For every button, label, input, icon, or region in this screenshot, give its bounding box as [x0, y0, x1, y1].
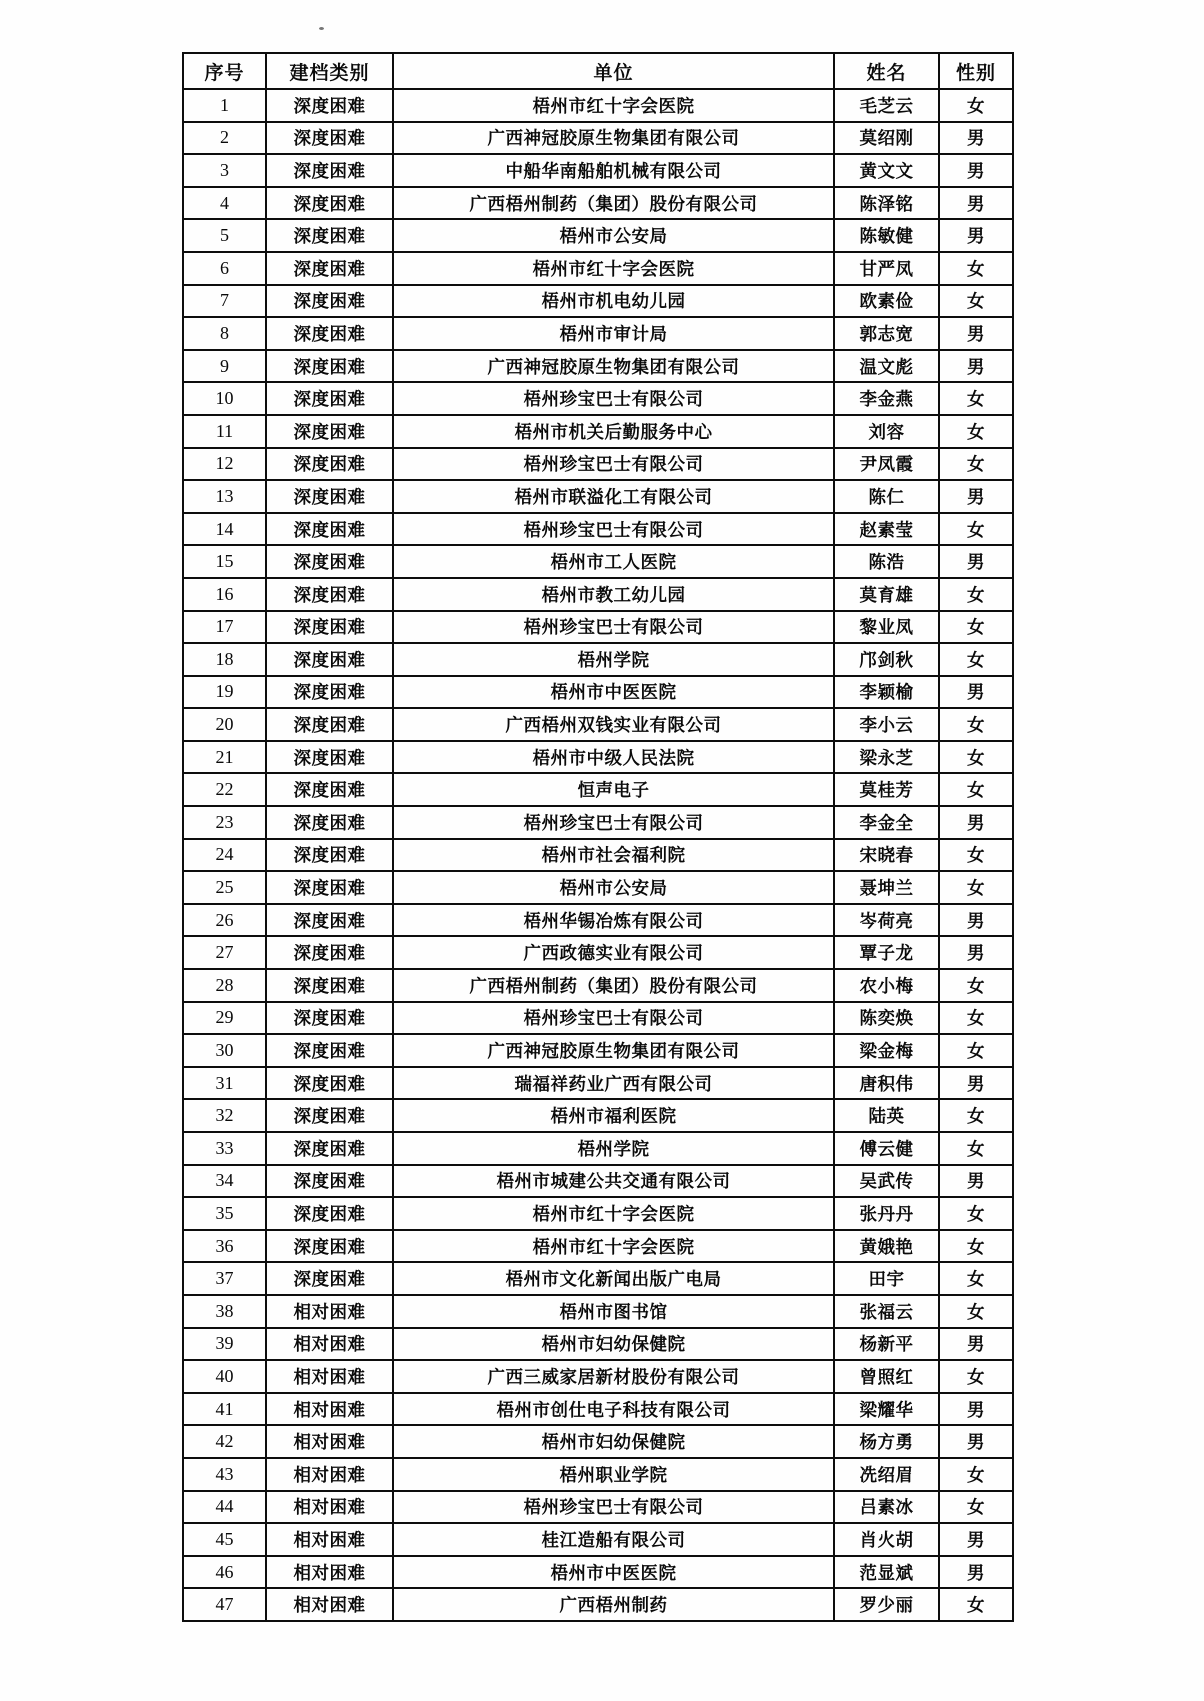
- cell-unit: 梧州珍宝巴士有限公司: [393, 382, 834, 415]
- cell-index: 25: [183, 871, 266, 904]
- table-row: [183, 187, 1013, 220]
- cell-category: 深度困难: [266, 871, 393, 904]
- cell-unit: 梧州市红十字会医院: [393, 1197, 834, 1230]
- table-row: [183, 448, 1013, 481]
- cell-index: 40: [183, 1360, 266, 1393]
- cell-name: 陈浩: [834, 545, 939, 578]
- cell-index: 29: [183, 1002, 266, 1035]
- cell-name: 张福云: [834, 1295, 939, 1328]
- cell-index: 39: [183, 1328, 266, 1361]
- cell-gender: 女: [939, 1002, 1013, 1035]
- table-row: [183, 773, 1013, 806]
- cell-gender: 男: [939, 1523, 1013, 1556]
- cell-gender: 男: [939, 122, 1013, 155]
- cell-gender: 男: [939, 480, 1013, 513]
- table-row: [183, 1393, 1013, 1426]
- cell-unit: 梧州珍宝巴士有限公司: [393, 1002, 834, 1035]
- column-header-unit: 单位: [393, 53, 834, 89]
- table-row: [183, 936, 1013, 969]
- cell-name: 田宇: [834, 1262, 939, 1295]
- cell-index: 34: [183, 1165, 266, 1198]
- cell-name: 毛芝云: [834, 89, 939, 122]
- cell-gender: 女: [939, 1262, 1013, 1295]
- cell-gender: 女: [939, 969, 1013, 1002]
- cell-gender: 女: [939, 773, 1013, 806]
- cell-unit: 梧州职业学院: [393, 1458, 834, 1491]
- cell-unit: 广西梧州制药: [393, 1588, 834, 1621]
- cell-index: 10: [183, 382, 266, 415]
- cell-name: 刘容: [834, 415, 939, 448]
- cell-category: 深度困难: [266, 382, 393, 415]
- cell-gender: 女: [939, 741, 1013, 774]
- cell-gender: 女: [939, 1360, 1013, 1393]
- table-row: [183, 1230, 1013, 1263]
- table-row: [183, 904, 1013, 937]
- table-row: [183, 154, 1013, 187]
- cell-category: 深度困难: [266, 252, 393, 285]
- cell-index: 23: [183, 806, 266, 839]
- cell-unit: 广西神冠胶原生物集团有限公司: [393, 350, 834, 383]
- cell-unit: 梧州市文化新闻出版广电局: [393, 1262, 834, 1295]
- cell-unit: 梧州市工人医院: [393, 545, 834, 578]
- table-row: [183, 252, 1013, 285]
- cell-index: 18: [183, 643, 266, 676]
- table-row: [183, 1132, 1013, 1165]
- table-row: [183, 415, 1013, 448]
- cell-index: 32: [183, 1099, 266, 1132]
- cell-unit: 恒声电子: [393, 773, 834, 806]
- cell-name: 唐积伟: [834, 1067, 939, 1100]
- table-row: [183, 122, 1013, 155]
- cell-category: 深度困难: [266, 1165, 393, 1198]
- cell-index: 45: [183, 1523, 266, 1556]
- cell-index: 11: [183, 415, 266, 448]
- cell-index: 20: [183, 708, 266, 741]
- cell-gender: 男: [939, 154, 1013, 187]
- cell-gender: 女: [939, 513, 1013, 546]
- cell-name: 罗少丽: [834, 1588, 939, 1621]
- cell-name: 李颖榆: [834, 676, 939, 709]
- cell-gender: 女: [939, 1197, 1013, 1230]
- cell-category: 相对困难: [266, 1458, 393, 1491]
- roster-table-header: [183, 53, 1013, 89]
- cell-unit: 梧州市机关后勤服务中心: [393, 415, 834, 448]
- table-row: [183, 1523, 1013, 1556]
- cell-category: 深度困难: [266, 611, 393, 644]
- cell-unit: 梧州市图书馆: [393, 1295, 834, 1328]
- cell-gender: 女: [939, 415, 1013, 448]
- cell-unit: 广西政德实业有限公司: [393, 936, 834, 969]
- cell-category: 深度困难: [266, 545, 393, 578]
- table-row: [183, 513, 1013, 546]
- cell-category: 深度困难: [266, 676, 393, 709]
- column-header-name: 姓名: [834, 53, 939, 89]
- cell-name: 陈敏健: [834, 219, 939, 252]
- cell-name: 甘严凤: [834, 252, 939, 285]
- cell-name: 覃子龙: [834, 936, 939, 969]
- table-row: [183, 350, 1013, 383]
- cell-index: 35: [183, 1197, 266, 1230]
- cell-unit: 梧州市城建公共交通有限公司: [393, 1165, 834, 1198]
- scan-speck: [319, 27, 324, 30]
- cell-name: 梁金梅: [834, 1034, 939, 1067]
- cell-gender: 女: [939, 285, 1013, 318]
- cell-index: 17: [183, 611, 266, 644]
- cell-index: 31: [183, 1067, 266, 1100]
- cell-index: 43: [183, 1458, 266, 1491]
- cell-index: 21: [183, 741, 266, 774]
- cell-gender: 女: [939, 1132, 1013, 1165]
- cell-category: 深度困难: [266, 480, 393, 513]
- cell-unit: 梧州珍宝巴士有限公司: [393, 611, 834, 644]
- cell-gender: 女: [939, 1458, 1013, 1491]
- cell-unit: 梧州市联溢化工有限公司: [393, 480, 834, 513]
- cell-category: 深度困难: [266, 122, 393, 155]
- cell-name: 莫桂芳: [834, 773, 939, 806]
- cell-category: 深度困难: [266, 839, 393, 872]
- cell-index: 8: [183, 317, 266, 350]
- cell-unit: 梧州华锡冶炼有限公司: [393, 904, 834, 937]
- column-header-category: 建档类别: [266, 53, 393, 89]
- table-row: [183, 611, 1013, 644]
- cell-gender: 女: [939, 89, 1013, 122]
- cell-name: 肖火胡: [834, 1523, 939, 1556]
- cell-name: 黄娥艳: [834, 1230, 939, 1263]
- cell-index: 16: [183, 578, 266, 611]
- roster-table: [182, 52, 1014, 1622]
- cell-unit: 中船华南船舶机械有限公司: [393, 154, 834, 187]
- cell-unit: 梧州市审计局: [393, 317, 834, 350]
- cell-category: 深度困难: [266, 904, 393, 937]
- cell-unit: 梧州珍宝巴士有限公司: [393, 806, 834, 839]
- cell-index: 12: [183, 448, 266, 481]
- cell-category: 深度困难: [266, 1002, 393, 1035]
- cell-name: 陈仁: [834, 480, 939, 513]
- cell-gender: 女: [939, 871, 1013, 904]
- cell-unit: 梧州市红十字会医院: [393, 252, 834, 285]
- cell-gender: 男: [939, 1165, 1013, 1198]
- cell-name: 农小梅: [834, 969, 939, 1002]
- table-row: [183, 1556, 1013, 1589]
- cell-gender: 女: [939, 1099, 1013, 1132]
- cell-index: 26: [183, 904, 266, 937]
- table-row: [183, 871, 1013, 904]
- cell-name: 曾照红: [834, 1360, 939, 1393]
- cell-gender: 女: [939, 448, 1013, 481]
- cell-gender: 男: [939, 1328, 1013, 1361]
- cell-name: 梁耀华: [834, 1393, 939, 1426]
- table-row: [183, 219, 1013, 252]
- cell-name: 聂坤兰: [834, 871, 939, 904]
- cell-name: 杨新平: [834, 1328, 939, 1361]
- column-header-gender: 性别: [939, 53, 1013, 89]
- cell-name: 黎业凤: [834, 611, 939, 644]
- cell-name: 李金全: [834, 806, 939, 839]
- cell-name: 莫绍刚: [834, 122, 939, 155]
- cell-name: 莫育雄: [834, 578, 939, 611]
- cell-gender: 女: [939, 1588, 1013, 1621]
- cell-category: 相对困难: [266, 1523, 393, 1556]
- cell-index: 44: [183, 1491, 266, 1524]
- cell-index: 9: [183, 350, 266, 383]
- table-row: [183, 1067, 1013, 1100]
- cell-gender: 女: [939, 252, 1013, 285]
- cell-unit: 梧州市中级人民法院: [393, 741, 834, 774]
- cell-gender: 男: [939, 350, 1013, 383]
- cell-category: 相对困难: [266, 1588, 393, 1621]
- cell-index: 2: [183, 122, 266, 155]
- cell-unit: 桂江造船有限公司: [393, 1523, 834, 1556]
- cell-gender: 女: [939, 1295, 1013, 1328]
- cell-gender: 男: [939, 187, 1013, 220]
- cell-gender: 女: [939, 643, 1013, 676]
- cell-index: 15: [183, 545, 266, 578]
- cell-category: 深度困难: [266, 643, 393, 676]
- cell-category: 深度困难: [266, 936, 393, 969]
- table-row: [183, 969, 1013, 1002]
- cell-unit: 梧州学院: [393, 643, 834, 676]
- cell-unit: 广西梧州双钱实业有限公司: [393, 708, 834, 741]
- table-row: [183, 839, 1013, 872]
- cell-name: 岑荷亮: [834, 904, 939, 937]
- cell-gender: 女: [939, 839, 1013, 872]
- table-row: [183, 1002, 1013, 1035]
- cell-unit: 梧州市红十字会医院: [393, 89, 834, 122]
- cell-unit: 梧州珍宝巴士有限公司: [393, 1491, 834, 1524]
- cell-unit: 梧州市妇幼保健院: [393, 1328, 834, 1361]
- cell-name: 杨方勇: [834, 1425, 939, 1458]
- cell-category: 相对困难: [266, 1360, 393, 1393]
- cell-category: 相对困难: [266, 1556, 393, 1589]
- cell-index: 37: [183, 1262, 266, 1295]
- table-row: [183, 480, 1013, 513]
- table-row: [183, 1262, 1013, 1295]
- cell-unit: 梧州学院: [393, 1132, 834, 1165]
- cell-unit: 广西神冠胶原生物集团有限公司: [393, 1034, 834, 1067]
- cell-gender: 女: [939, 708, 1013, 741]
- cell-category: 深度困难: [266, 154, 393, 187]
- cell-index: 24: [183, 839, 266, 872]
- cell-index: 7: [183, 285, 266, 318]
- cell-name: 温文彪: [834, 350, 939, 383]
- cell-category: 深度困难: [266, 317, 393, 350]
- cell-category: 深度困难: [266, 1262, 393, 1295]
- cell-gender: 男: [939, 219, 1013, 252]
- cell-index: 4: [183, 187, 266, 220]
- cell-index: 30: [183, 1034, 266, 1067]
- cell-unit: 梧州市社会福利院: [393, 839, 834, 872]
- cell-unit: 梧州市教工幼儿园: [393, 578, 834, 611]
- cell-gender: 男: [939, 806, 1013, 839]
- cell-name: 李金燕: [834, 382, 939, 415]
- cell-unit: 梧州珍宝巴士有限公司: [393, 448, 834, 481]
- cell-category: 深度困难: [266, 285, 393, 318]
- table-row: [183, 1295, 1013, 1328]
- cell-unit: 梧州市中医医院: [393, 1556, 834, 1589]
- table-row: [183, 1099, 1013, 1132]
- cell-unit: 梧州市机电幼儿园: [393, 285, 834, 318]
- cell-category: 相对困难: [266, 1491, 393, 1524]
- cell-gender: 男: [939, 1393, 1013, 1426]
- cell-unit: 梧州珍宝巴士有限公司: [393, 513, 834, 546]
- table-row: [183, 545, 1013, 578]
- cell-index: 5: [183, 219, 266, 252]
- cell-category: 深度困难: [266, 708, 393, 741]
- cell-index: 1: [183, 89, 266, 122]
- cell-category: 深度困难: [266, 1034, 393, 1067]
- cell-category: 深度困难: [266, 448, 393, 481]
- cell-index: 41: [183, 1393, 266, 1426]
- cell-gender: 女: [939, 611, 1013, 644]
- cell-name: 黄文文: [834, 154, 939, 187]
- cell-gender: 男: [939, 676, 1013, 709]
- cell-name: 邝剑秋: [834, 643, 939, 676]
- cell-gender: 女: [939, 382, 1013, 415]
- table-row: [183, 1197, 1013, 1230]
- table-row: [183, 806, 1013, 839]
- table-row: [183, 1034, 1013, 1067]
- cell-name: 冼绍眉: [834, 1458, 939, 1491]
- column-header-index: 序号: [183, 53, 266, 89]
- cell-category: 深度困难: [266, 350, 393, 383]
- cell-name: 赵素莹: [834, 513, 939, 546]
- table-row: [183, 285, 1013, 318]
- cell-name: 范显斌: [834, 1556, 939, 1589]
- cell-name: 吕素冰: [834, 1491, 939, 1524]
- cell-unit: 广西神冠胶原生物集团有限公司: [393, 122, 834, 155]
- cell-category: 深度困难: [266, 89, 393, 122]
- cell-unit: 广西三威家居新材股份有限公司: [393, 1360, 834, 1393]
- cell-name: 尹凤霞: [834, 448, 939, 481]
- cell-gender: 男: [939, 1425, 1013, 1458]
- table-row: [183, 1425, 1013, 1458]
- cell-gender: 男: [939, 545, 1013, 578]
- cell-name: 张丹丹: [834, 1197, 939, 1230]
- header-row: [183, 53, 1013, 89]
- cell-unit: 梧州市妇幼保健院: [393, 1425, 834, 1458]
- cell-name: 郭志宽: [834, 317, 939, 350]
- cell-category: 深度困难: [266, 1067, 393, 1100]
- cell-index: 33: [183, 1132, 266, 1165]
- cell-unit: 梧州市公安局: [393, 871, 834, 904]
- cell-gender: 女: [939, 1034, 1013, 1067]
- cell-unit: 广西梧州制药（集团）股份有限公司: [393, 187, 834, 220]
- roster-table-body: [183, 89, 1013, 1621]
- table-row: [183, 1491, 1013, 1524]
- cell-unit: 梧州市红十字会医院: [393, 1230, 834, 1263]
- cell-category: 深度困难: [266, 806, 393, 839]
- table-row: [183, 676, 1013, 709]
- cell-gender: 女: [939, 1230, 1013, 1263]
- table-row: [183, 578, 1013, 611]
- table-row: [183, 1165, 1013, 1198]
- cell-unit: 梧州市公安局: [393, 219, 834, 252]
- cell-index: 3: [183, 154, 266, 187]
- cell-index: 36: [183, 1230, 266, 1263]
- table-row: [183, 89, 1013, 122]
- cell-category: 深度困难: [266, 969, 393, 1002]
- cell-category: 深度困难: [266, 578, 393, 611]
- cell-category: 深度困难: [266, 513, 393, 546]
- cell-index: 28: [183, 969, 266, 1002]
- cell-name: 吴武传: [834, 1165, 939, 1198]
- table-row: [183, 1458, 1013, 1491]
- table-row: [183, 1360, 1013, 1393]
- cell-name: 陈泽铭: [834, 187, 939, 220]
- table-row: [183, 382, 1013, 415]
- cell-category: 深度困难: [266, 1230, 393, 1263]
- cell-index: 42: [183, 1425, 266, 1458]
- cell-unit: 梧州市福利医院: [393, 1099, 834, 1132]
- cell-name: 宋晓春: [834, 839, 939, 872]
- cell-category: 深度困难: [266, 415, 393, 448]
- cell-name: 傅云健: [834, 1132, 939, 1165]
- cell-category: 深度困难: [266, 741, 393, 774]
- cell-name: 李小云: [834, 708, 939, 741]
- cell-gender: 女: [939, 1491, 1013, 1524]
- cell-unit: 瑞福祥药业广西有限公司: [393, 1067, 834, 1100]
- cell-index: 46: [183, 1556, 266, 1589]
- cell-category: 深度困难: [266, 1132, 393, 1165]
- cell-index: 38: [183, 1295, 266, 1328]
- cell-category: 深度困难: [266, 1197, 393, 1230]
- cell-category: 深度困难: [266, 1099, 393, 1132]
- cell-name: 梁永芝: [834, 741, 939, 774]
- cell-index: 27: [183, 936, 266, 969]
- cell-index: 13: [183, 480, 266, 513]
- table-row: [183, 1328, 1013, 1361]
- cell-index: 6: [183, 252, 266, 285]
- cell-unit: 梧州市中医医院: [393, 676, 834, 709]
- cell-name: 陈奕焕: [834, 1002, 939, 1035]
- cell-index: 19: [183, 676, 266, 709]
- cell-gender: 男: [939, 904, 1013, 937]
- cell-unit: 广西梧州制药（集团）股份有限公司: [393, 969, 834, 1002]
- cell-category: 相对困难: [266, 1393, 393, 1426]
- cell-category: 相对困难: [266, 1295, 393, 1328]
- cell-category: 深度困难: [266, 187, 393, 220]
- table-row: [183, 1588, 1013, 1621]
- cell-index: 47: [183, 1588, 266, 1621]
- cell-category: 深度困难: [266, 773, 393, 806]
- cell-index: 14: [183, 513, 266, 546]
- cell-gender: 女: [939, 578, 1013, 611]
- cell-category: 相对困难: [266, 1425, 393, 1458]
- cell-gender: 男: [939, 317, 1013, 350]
- cell-category: 相对困难: [266, 1328, 393, 1361]
- table-row: [183, 741, 1013, 774]
- table-row: [183, 317, 1013, 350]
- table-row: [183, 708, 1013, 741]
- cell-gender: 男: [939, 936, 1013, 969]
- cell-name: 陆英: [834, 1099, 939, 1132]
- cell-gender: 男: [939, 1067, 1013, 1100]
- cell-name: 欧素俭: [834, 285, 939, 318]
- cell-category: 深度困难: [266, 219, 393, 252]
- table-row: [183, 643, 1013, 676]
- cell-gender: 男: [939, 1556, 1013, 1589]
- cell-index: 22: [183, 773, 266, 806]
- cell-unit: 梧州市创仕电子科技有限公司: [393, 1393, 834, 1426]
